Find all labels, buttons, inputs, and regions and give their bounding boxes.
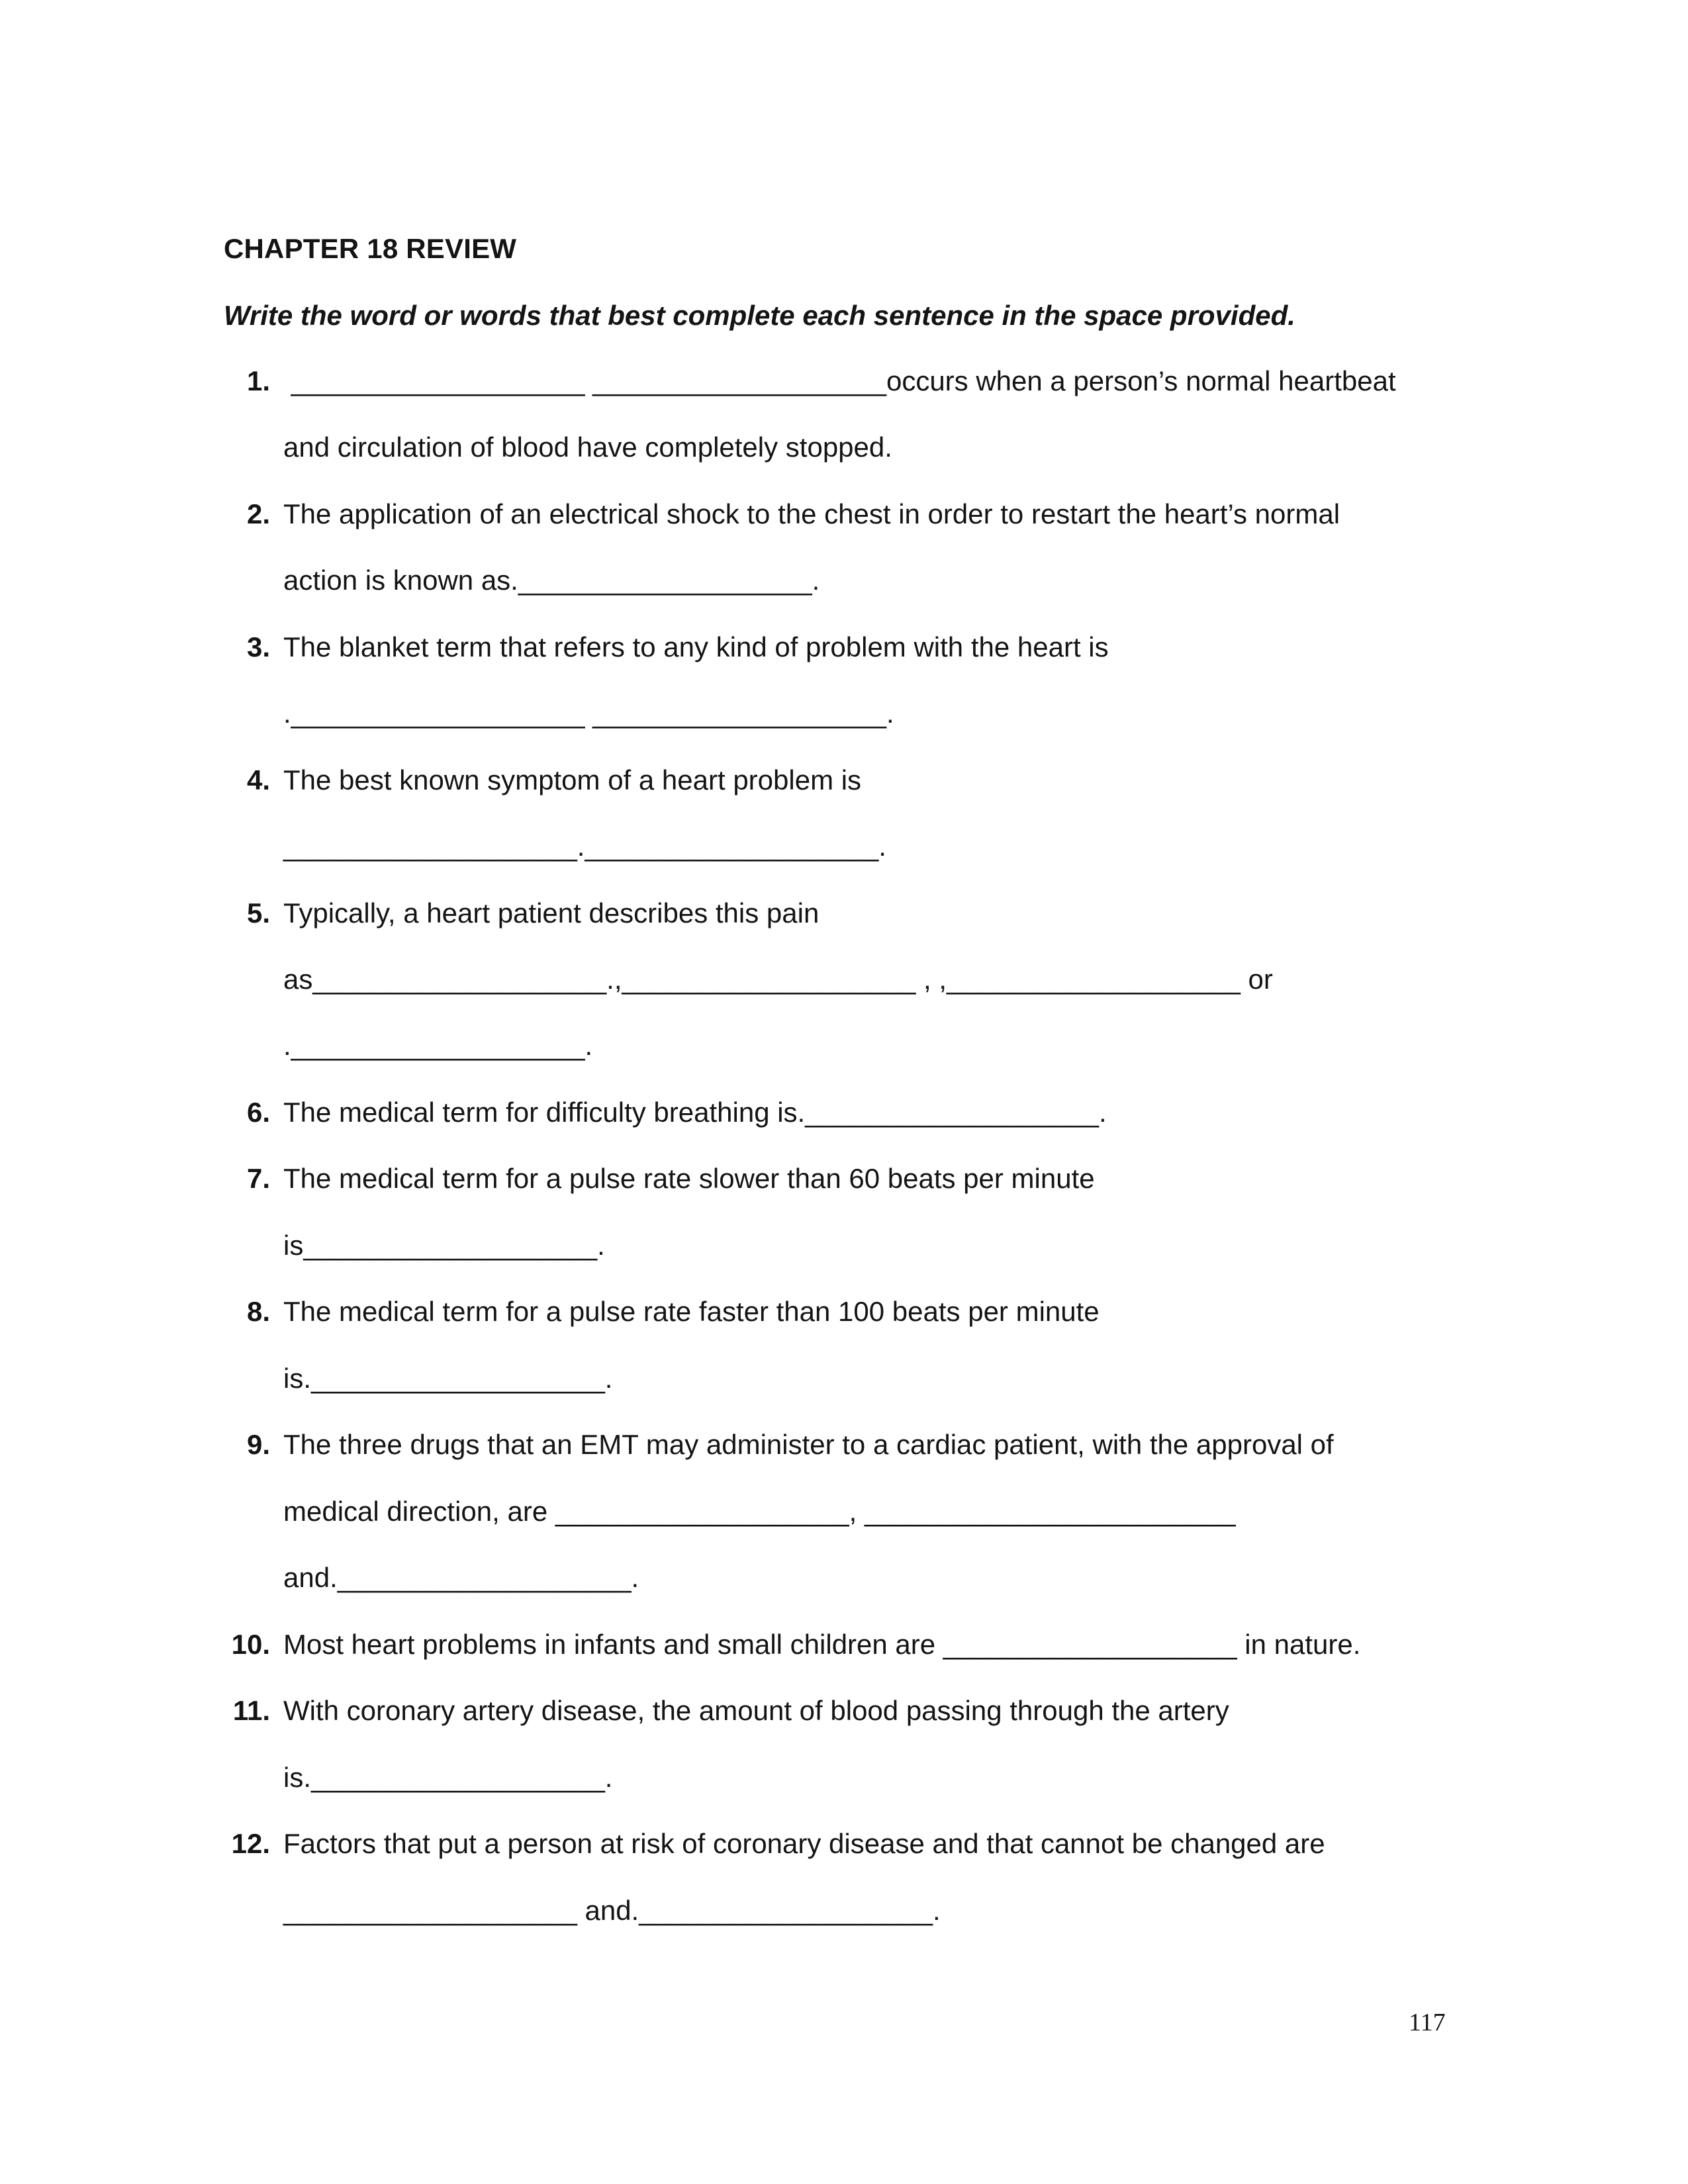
question-text-line: Most heart problems in infants and small children are ___________________ in nature. [283, 1629, 1361, 1660]
question-text-line: ___________________.___________________. [283, 831, 886, 862]
question-number: 8. [246, 1296, 270, 1327]
question-text-line: The medical term for a pulse rate faster than 100 beats per minute [283, 1296, 1100, 1327]
question-number: 3. [246, 631, 270, 662]
question-number: 5. [246, 897, 270, 929]
question-text-line: medical direction, are ___________________, ________________________ [283, 1496, 1236, 1527]
question-text-line: The best known symptom of a heart problem is [283, 764, 862, 796]
question-text-line: as___________________.,___________________ , ,___________________ or [283, 964, 1273, 995]
question-text-line: is.___________________. [283, 1363, 613, 1394]
question-number: 7. [246, 1163, 270, 1194]
question-text-line: is___________________. [283, 1230, 605, 1261]
question-number: 2. [246, 498, 270, 529]
question-text-line: action is known as.___________________. [283, 565, 820, 596]
question-text-line: and circulation of blood have completely stopped. [283, 432, 892, 463]
question-number: 9. [246, 1429, 270, 1460]
instructions: Write the word or words that best complete each sentence in the space provided. [224, 300, 1295, 331]
question-text-line: .___________________ ___________________. [283, 698, 894, 729]
question-text-line: .___________________. [283, 1030, 593, 1061]
question-text-line: ___________________ ___________________occurs when a person’s normal heartbeat [283, 365, 1396, 396]
question-number: 11. [232, 1695, 270, 1726]
question-text-line: The medical term for a pulse rate slower than 60 beats per minute [283, 1163, 1095, 1194]
chapter-title: CHAPTER 18 REVIEW [224, 233, 517, 264]
question-text-line: The blanket term that refers to any kind of problem with the heart is [283, 631, 1109, 662]
question-text-line: Factors that put a person at risk of coronary disease and that cannot be changed are [283, 1828, 1325, 1859]
question-text-line: is.___________________. [283, 1762, 613, 1793]
question-number: 6. [246, 1097, 270, 1128]
question-number: 10. [231, 1629, 270, 1660]
question-text-line: With coronary artery disease, the amount of blood passing through the artery [283, 1695, 1229, 1726]
question-number: 4. [246, 764, 270, 796]
page-number: 117 [1409, 2009, 1446, 2036]
question-number: 1. [246, 365, 270, 396]
question-number: 12. [231, 1828, 270, 1859]
question-text-line: and.___________________. [283, 1562, 639, 1593]
question-text-line: ___________________ and.___________________. [283, 1895, 941, 1926]
question-text-line: The application of an electrical shock to the chest in order to restart the heart’s normal [283, 498, 1340, 529]
question-text-line: Typically, a heart patient describes this pain [283, 897, 820, 929]
question-text-line: The three drugs that an EMT may administer to a cardiac patient, with the approval of [283, 1429, 1334, 1460]
question-text-line: The medical term for difficulty breathing is.___________________. [283, 1097, 1107, 1128]
